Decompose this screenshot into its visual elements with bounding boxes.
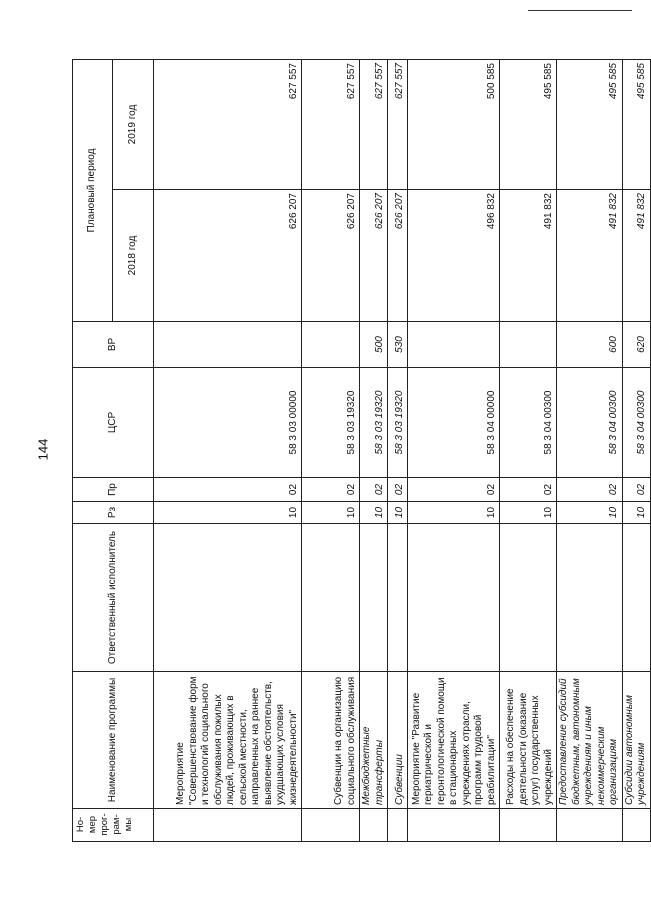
cell-csr: 58 3 03 00000 [154,368,302,478]
cell-2019: 495 585 [622,60,650,190]
cell-2018: 626 207 [154,190,302,322]
header-program-name: Наименование программы [73,672,154,809]
cell-csr: 58 3 04 00300 [500,368,557,478]
cell-csr: 58 3 04 00300 [622,368,650,478]
cell-2019: 627 557 [154,60,302,190]
cell-2019: 500 585 [408,60,500,190]
cell-executor [500,524,557,672]
cell-executor [408,524,500,672]
table-row [408,60,500,842]
cell-pr: 02 [408,478,500,502]
cell-vr [302,322,360,368]
cell-program-name: Субсидии автономным учреждениям [622,672,650,809]
cell-2019: 627 557 [302,60,360,190]
cell-rz: 10 [622,502,650,524]
cell-pr: 02 [500,478,557,502]
cell-pr: 02 [302,478,360,502]
cell-rz: 10 [360,502,388,524]
budget-table [72,59,651,842]
cell-csr: 58 3 04 00000 [408,368,500,478]
cell-program-number [622,809,650,842]
cell-2018: 491 832 [622,190,650,322]
table-row [557,60,623,842]
cell-vr: 620 [622,322,650,368]
cell-pr: 02 [388,478,408,502]
cell-vr [154,322,302,368]
cell-program-name: Расходы на обеспечение деятельности (оказание услуг) государственных учреждений [500,672,557,809]
cell-vr [500,322,557,368]
cell-2018: 491 832 [500,190,557,322]
cell-2018: 626 207 [302,190,360,322]
cell-csr: 58 3 04 00300 [557,368,623,478]
cell-rz: 10 [557,502,623,524]
cell-executor [557,524,623,672]
cell-vr [408,322,500,368]
cell-rz: 10 [154,502,302,524]
table-row [154,60,302,842]
cell-csr: 58 3 03 19320 [360,368,388,478]
cell-rz: 10 [302,502,360,524]
cell-2019: 495 585 [500,60,557,190]
cell-vr: 530 [388,322,408,368]
cell-rz: 10 [500,502,557,524]
cell-executor [388,524,408,672]
cell-rz: 10 [388,502,408,524]
cell-program-number [302,809,360,842]
cell-csr: 58 3 03 19320 [302,368,360,478]
cell-executor [302,524,360,672]
header-planned-period: Плановый период [73,60,113,322]
top-rule [528,10,632,11]
cell-program-number [360,809,388,842]
table-row [302,60,360,842]
header-pr: Пр [73,478,154,502]
page-number: 144 [35,438,51,461]
cell-program-number [408,809,500,842]
table-row [388,60,408,842]
cell-csr: 58 3 03 19320 [388,368,408,478]
cell-pr: 02 [622,478,650,502]
table-row [622,60,650,842]
cell-program-name: Субвенции на организацию социального обслуживания [302,672,360,809]
budget-table-rotated [72,60,647,842]
cell-pr: 02 [360,478,388,502]
cell-rz: 10 [408,502,500,524]
cell-program-name: Предоставление субсидий бюджетным, автономным учреждениям и иным некоммерческим организациям [557,672,623,809]
header-rz: Рз [73,502,154,524]
cell-2018: 626 207 [360,190,388,322]
header-year-2019: 2019 год [113,60,154,190]
header-csr: ЦСР [73,368,154,478]
cell-executor [154,524,302,672]
cell-program-name: Мероприятие "Совершенствование форм и технологий социального обслуживания пожилых людей, проживающих в сельской местности, направленных на раннее выявление обстоятельств, ухудшающих условия жизнедеятельности" [154,672,302,809]
cell-program-number [154,809,302,842]
cell-vr: 600 [557,322,623,368]
cell-program-number [500,809,557,842]
header-vr: ВР [73,322,154,368]
cell-program-name: Мероприятие "Развитие гериатрической и геронтологической помощи в стационарных учреждениях отрасли, программ трудовой реабилитации" [408,672,500,809]
table-row [500,60,557,842]
cell-2019: 627 557 [360,60,388,190]
cell-2018: 626 207 [388,190,408,322]
header-year-2018: 2018 год [113,190,154,322]
cell-pr: 02 [557,478,623,502]
header-executor: Ответственный исполнитель [73,524,154,672]
table-body [154,60,651,842]
cell-2018: 496 832 [408,190,500,322]
table-row [360,60,388,842]
cell-program-name: Межбюджетные трансферты [360,672,388,809]
cell-program-number [557,809,623,842]
cell-program-name: Субвенции [388,672,408,809]
header-program-number: Но- мер прог- рам- мы [73,809,154,842]
cell-executor [360,524,388,672]
cell-program-number [388,809,408,842]
cell-pr: 02 [154,478,302,502]
cell-2019: 495 585 [557,60,623,190]
cell-executor [622,524,650,672]
cell-2019: 627 557 [388,60,408,190]
cell-2018: 491 832 [557,190,623,322]
cell-vr: 500 [360,322,388,368]
